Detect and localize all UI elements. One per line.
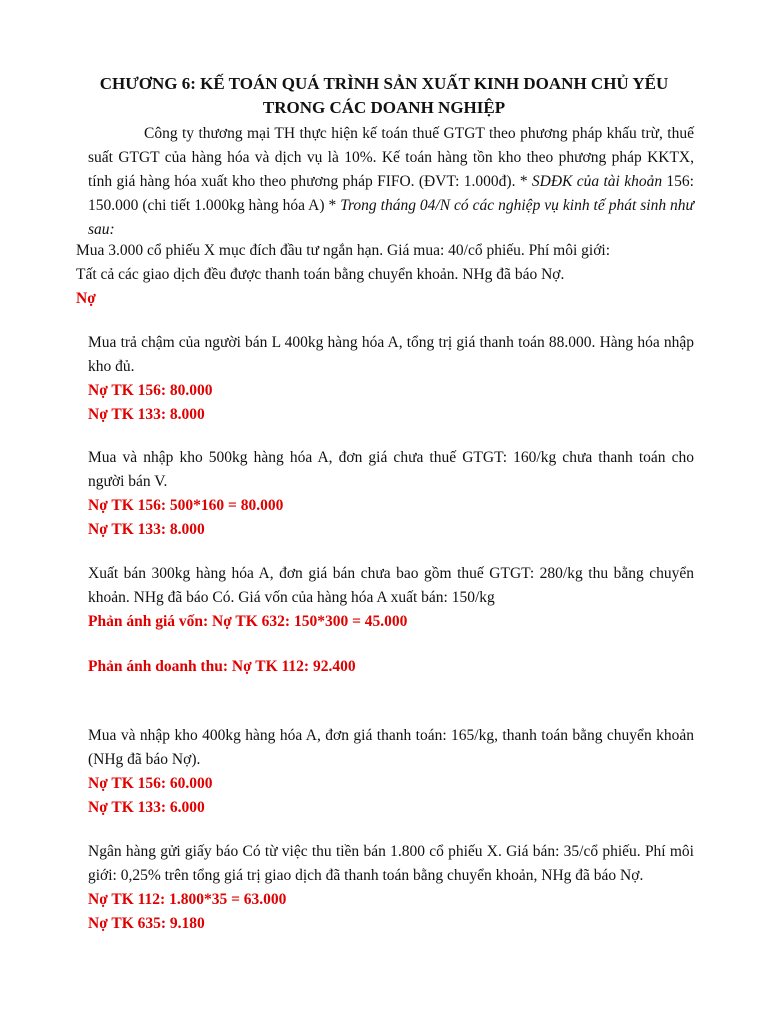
intro-italic-2: Trong tháng 04/N có các nghiệp vụ kinh tế phát sinh như sau:	[88, 197, 695, 238]
intro-italic-1: SDĐK của tài khoản	[531, 173, 663, 190]
entry-2	[88, 331, 694, 427]
entry-1-line-1: Mua 3.000 cổ phiếu X mục đích đầu tư ngắn hạn. Giá mua: 40/cổ phiếu. Phí môi giới:	[76, 242, 611, 259]
entry-6-answer-2: Nợ TK 635: 9.180	[88, 915, 205, 932]
entry-1	[76, 239, 716, 311]
entry-4-text: Xuất bán 300kg hàng hóa A, đơn giá bán chưa bao gồm thuế GTGT: 280/kg thu bằng chuyển khoản. NHg đã báo Có. Giá vốn của hàng hóa A xuất bán: 150/kg	[88, 565, 694, 606]
entry-5-answer-1: Nợ TK 156: 60.000	[88, 775, 213, 792]
entry-3-text: Mua và nhập kho 500kg hàng hóa A, đơn giá chưa thuế GTGT: 160/kg chưa thanh toán cho người bán V.	[88, 449, 694, 490]
entry-5-answer-2: Nợ TK 133: 6.000	[88, 799, 205, 816]
entry-3	[88, 446, 694, 542]
entry-2-answer-2: Nợ TK 133: 8.000	[88, 406, 205, 423]
entry-2-answer-1: Nợ TK 156: 80.000	[88, 382, 213, 399]
entry-5	[88, 724, 694, 820]
entry-5-text: Mua và nhập kho 400kg hàng hóa A, đơn giá thanh toán: 165/kg, thanh toán bằng chuyển khoản (NHg đã báo Nợ).	[88, 727, 694, 768]
entry-6-text: Ngân hàng gửi giấy báo Có từ việc thu tiền bán 1.800 cổ phiếu X. Giá bán: 35/cổ phiếu. Phí môi giới: 0,25% trên tổng giá trị giao dịch đã thanh toán bằng chuyển khoản, NHg đã báo Nợ.	[88, 843, 694, 884]
entry-1-answer-1: Nợ	[76, 290, 96, 307]
intro-text-1: Công ty thương mại TH thực hiện kế toán thuế GTGT theo phương pháp khấu trừ, thuế suất GTGT của hàng hóa và dịch vụ là 10%. Kế toán hàng tồn kho theo phương pháp KKTX, tính giá hàng hóa xuất kho theo phương pháp FIFO. (ĐVT: 1.000đ). *	[88, 125, 694, 190]
entry-2-text: Mua trả chậm của người bán L 400kg hàng hóa A, tổng trị giá thanh toán 88.000. Hàng hóa nhập kho đủ.	[88, 334, 694, 375]
document-title	[60, 72, 708, 120]
entry-4	[88, 562, 694, 679]
entry-4-answer-2: Phản ánh doanh thu: Nợ TK 112: 92.400	[88, 658, 356, 675]
entry-1-line-2: Tất cả các giao dịch đều được thanh toán bằng chuyển khoản. NHg đã báo Nợ.	[76, 266, 565, 283]
title-line-2: TRONG CÁC DOANH NGHIỆP	[262, 98, 506, 117]
intro-text-2: 156: 150.000 (chi tiết 1.000kg hàng hóa A) *	[88, 173, 694, 214]
entry-3-answer-1: Nợ TK 156: 500*160 = 80.000	[88, 497, 284, 514]
title-line-1: CHƯƠNG 6: KẾ TOÁN QUÁ TRÌNH SẢN XUẤT KINH DOANH CHỦ YẾU	[99, 74, 669, 93]
entry-3-answer-2: Nợ TK 133: 8.000	[88, 521, 205, 538]
intro-paragraph	[88, 122, 694, 242]
entry-6-answer-1: Nợ TK 112: 1.800*35 = 63.000	[88, 891, 287, 908]
entry-4-answer-1: Phản ánh giá vốn: Nợ TK 632: 150*300 = 45.000	[88, 613, 408, 630]
entry-6	[88, 840, 694, 936]
